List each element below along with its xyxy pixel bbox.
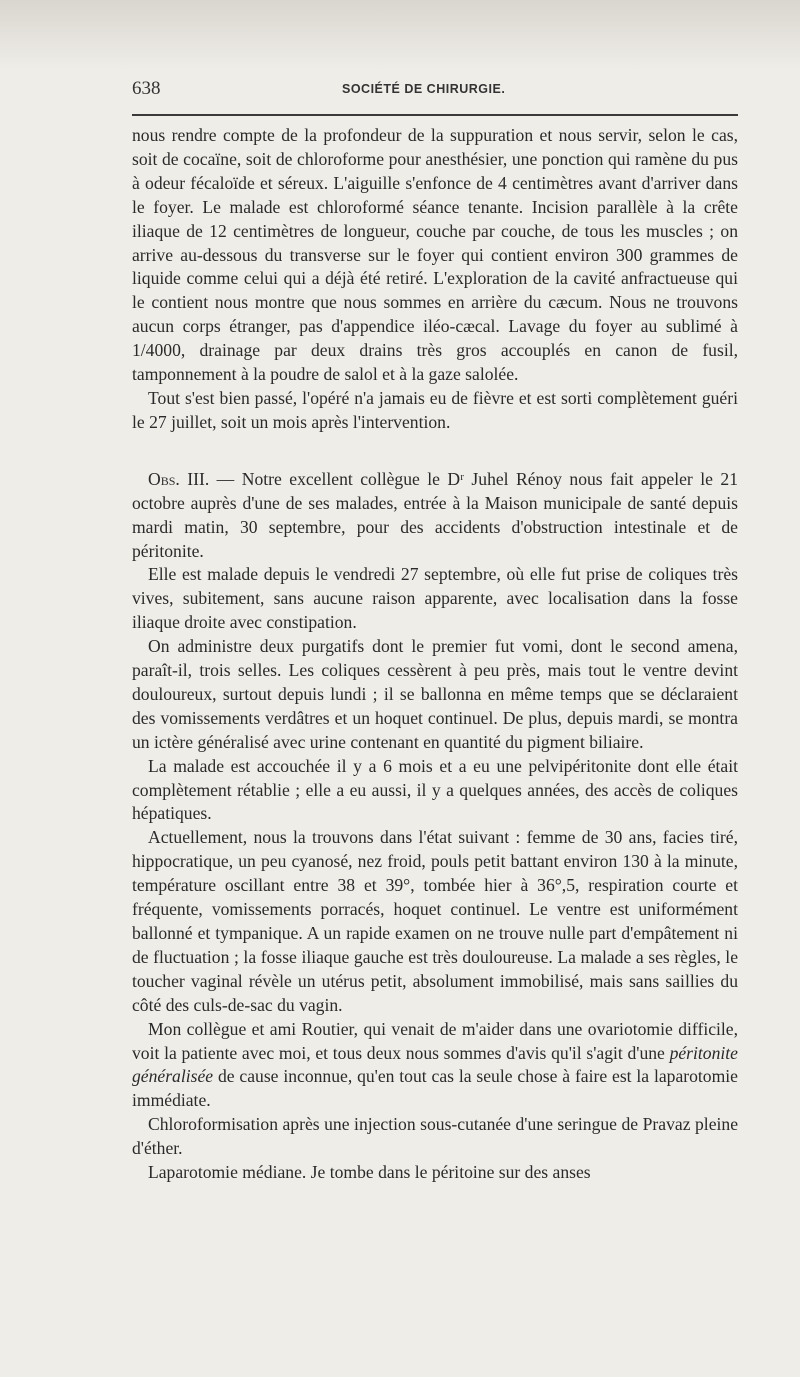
header-rule	[132, 114, 738, 116]
routier-text-1: Mon collègue et ami Routier, qui venait de m'aider dans une ovariotomie difficile, voit la patiente avec moi, et tous deux nous sommes d'avis qu'il s'agit d'une	[132, 1018, 738, 1063]
running-title: SOCIÉTÉ DE CHIRURGIE.	[342, 82, 506, 96]
paragraph-exam: Actuellement, nous la trouvons dans l'état suivant : femme de 30 ans, facies tiré, hippocratique, un peu cyanosé, nez froid, pouls petit battant environ 130 à la minute, température oscillant entre 38 et 39°, tombée hier à 36°,5, respiration courte et fréquente, vomissements porracés, hoquet continuel. Le ventre est uniformément ballonné et tympanique. A un rapide examen on ne trouve nulle part d'empâtement ni de fluctuation ; la fosse iliaque gauche est très douloureuse. La malade a ses règles, le toucher vaginal révèle un utérus petit, absolument immobilisé, mais sans saillies du côté des culs-de-sac du vagin.	[132, 827, 738, 1015]
paragraph-obs-3	[132, 468, 738, 564]
section-gap	[132, 435, 738, 468]
paragraph-purgatives: On administre deux purgatifs dont le premier fut vomi, dont le second amena, paraît-il, trois selles. Les coliques cessèrent à peu près, mais tout le ventre devint douloureux, surtout depuis lundi ; il se ballonna en même temps que se déclaraient des vomissements verdâtres et un hoquet continuel. De plus, depuis mardi, se montra un ictère généralisé avec urine contenant en quantité du pigment biliaire.	[132, 636, 738, 752]
paragraph-routier	[132, 1018, 738, 1114]
paragraph-outcome: Tout s'est bien passé, l'opéré n'a jamais eu de fièvre et est sorti complètement guéri le 27 juillet, soit un mois après l'intervention.	[132, 387, 738, 432]
paragraph-history: La malade est accouchée il y a 6 mois et a eu une pelvipéritonite dont elle était complètement rétablie ; elle a eu aussi, il y a quelques années, des accès de coliques hépatiques.	[132, 755, 738, 824]
paragraph-continuation: nous rendre compte de la profondeur de la suppuration et nous servir, selon le cas, soit de cocaïne, soit de chloroforme pour anesthésier, une ponction qui ramène du pus à odeur fécaloïde et séreux. L'aiguille s'enfonce de 4 centimètres avant d'arriver dans le foyer. Le malade est chloroformé séance tenante. Incision parallèle à la crête iliaque de 12 centimètres de longueur, couche par couche, de tous les muscles ; on arrive au-dessous du transverse sur le foyer qui contient environ 300 grammes de liquide comme celui qui a déjà été retiré. L'exploration de la cavité anfractueuse qui le contient nous montre que nous sommes en arrière du cæcum. Nous ne trouvons aucun corps étranger, pas d'appendice iléo-cæcal. Lavage du foyer au sublimé à 1/4000, drainage par deux drains très gros accouplés en canon de fusil, tamponnement à la poudre de salol et à la gaze salolée.	[132, 125, 738, 385]
page-number: 638	[132, 78, 161, 99]
routier-text-2: de cause inconnue, qu'en tout cas la seule chose à faire est la laparotomie immédiate.	[132, 1066, 738, 1111]
page-shadow	[0, 0, 800, 70]
routier-emphasis: péritonite généralisée	[132, 1042, 738, 1087]
paragraph-chloroform: Chloroformisation après une injection sous-cutanée d'une seringue de Pravaz pleine d'éther.	[132, 1114, 738, 1159]
obs-3-text: Notre excellent collègue le Dʳ Juhel Rénoy nous fait appeler le 21 octobre auprès d'une de ses malades, entrée à la Maison municipale de santé depuis mardi matin, 30 septembre, pour des accidents d'obstruction intestinale et de péritonite.	[132, 468, 738, 561]
paragraph-laparotomy: Laparotomie médiane. Je tombe dans le péritoine sur des anses	[148, 1162, 591, 1183]
body-text	[132, 124, 738, 1185]
page-header	[132, 76, 738, 104]
obs-label: Obs. III. —	[148, 468, 235, 489]
paragraph-onset: Elle est malade depuis le vendredi 27 septembre, où elle fut prise de coliques très vives, subitement, sans aucune raison apparente, avec localisation dans la fosse iliaque droite avec constipation.	[132, 564, 738, 633]
